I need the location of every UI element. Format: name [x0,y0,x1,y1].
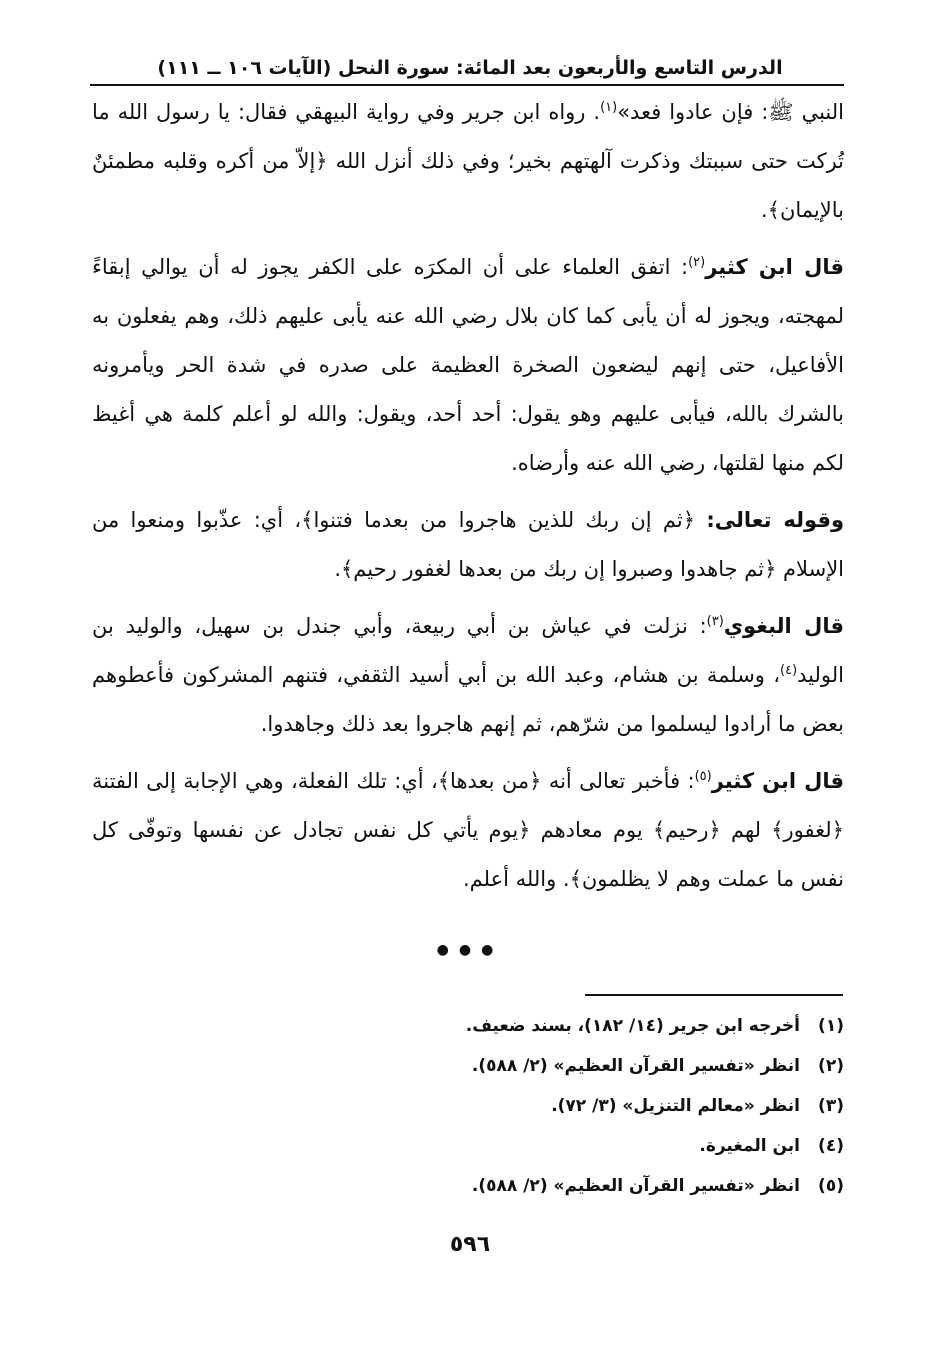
paragraph-3-rest: ﴿ثم إن ربك للذين هاجروا من بعدما فتنوا﴾، أي: عذّبوا ومنعوا من الإسلام ﴿ثم جاهدوا وصبروا إن ربك من بعدها لغفور رحيم﴾. [92,508,844,581]
footnotes [92,1006,844,1206]
paragraph-5-rest: : فأخبر تعالى أنه ﴿من بعدها﴾، أي: تلك الفعلة، وهي الإجابة إلى الفتنة ﴿لغفور﴾ لهم ﴿رحيم﴾ يوم معادهم ﴿يوم يأتي كل نفس تجادل عن نفسها وتوفّى كل نفس ما عملت وهم لا يظلمون﴾. والله أعلم. [92,769,844,891]
paragraph-4-text: : نزلت في عياش بن أبي ربيعة، وأبي جندل بن سهيل، والوليد بن الوليد [92,614,844,687]
section-separator: ●●● [436,942,504,958]
main-text [92,88,844,912]
footnote-4 [92,1126,844,1166]
footnote-2 [92,1046,844,1086]
footnote-5 [92,1166,844,1206]
paragraph-1-rest: . رواه ابن جرير وفي رواية البيهقي فقال: يا رسول الله ما تُركت حتى سببتك وذكرت آلهتهم بخير؛ وفي ذلك أنزل الله ﴿إلاّ من أكره وقلبه مطمئنٌ بالإيمان﴾. [92,100,844,222]
paragraph-5-lead: قال ابن كثير [711,769,844,793]
paragraph-1 [92,88,844,235]
paragraph-1-text: النبي ﷺ: فإن عادوا فعد» [617,100,844,124]
header-rule [90,84,844,86]
footnote-number: (٢) [818,1056,844,1076]
paragraph-4 [92,602,844,749]
footnote-number: (١) [818,1016,844,1036]
paragraph-5 [92,757,844,904]
paragraph-3-lead: وقوله تعالى: [706,508,844,532]
footnote-text: ابن المغيرة. [699,1136,800,1156]
footnote-text: انظر «معالم التنزيل» (٣/ ٧٢). [551,1096,800,1116]
footnote-ref-2: (٢) [688,255,706,270]
footnote-number: (٥) [818,1176,844,1196]
paragraph-2-rest: : اتفق العلماء على أن المكرَه على الكفر يجوز له أن يوالي إبقاءً لمهجته، ويجوز له أن يأبى كما كان بلال رضي الله عنه يأبى عليهم ذلك، وهم يفعلون به الأفاعيل، حتى إنهم ليضعون الصخرة العظيمة على صدره في شدة الحر ويأمرونه بالشرك بالله، فيأبى عليهم وهو يقول: أحد أحد، ويقول: والله لو أعلم كلمة هي أغيظ لكم منها لقلتها، رضي الله عنه وأرضاه. [92,255,844,475]
footnote-text: انظر «تفسير القرآن العظيم» (٢/ ٥٨٨). [471,1176,800,1196]
footnote-number: (٤) [818,1136,844,1156]
footnote-3 [92,1086,844,1126]
footnote-ref-5: (٥) [694,769,712,784]
footnote-text: أخرجه ابن جرير (١٤/ ١٨٢)، بسند ضعيف. [465,1016,800,1036]
paragraph-4-rest: ، وسلمة بن هشام، وعبد الله بن أبي أسيد الثقفي، فتنهم المشركون فأعطوهم بعض ما أرادوا ليسلموا من شرّهم، ثم إنهم هاجروا بعد ذلك وجاهدوا. [92,663,844,736]
paragraph-4-lead: قال البغوي [723,614,845,638]
footnote-ref-3: (٣) [706,614,724,629]
page-number: ٥٩٦ [449,1232,491,1257]
paragraph-2-lead: قال ابن كثير [705,255,844,279]
paragraph-3 [92,496,844,594]
footnote-ref-1: (١) [600,100,618,115]
running-header: الدرس التاسع والأربعون بعد المائة: سورة النحل (الآيات ١٠٦ ــ ١١١) [157,57,783,79]
footnote-ref-4: (٤) [780,663,798,678]
footnote-rule [585,994,843,996]
footnote-number: (٣) [818,1096,844,1116]
footnote-1 [92,1006,844,1046]
footnote-text: انظر «تفسير القرآن العظيم» (٢/ ٥٨٨). [471,1056,800,1076]
paragraph-2 [92,243,844,488]
